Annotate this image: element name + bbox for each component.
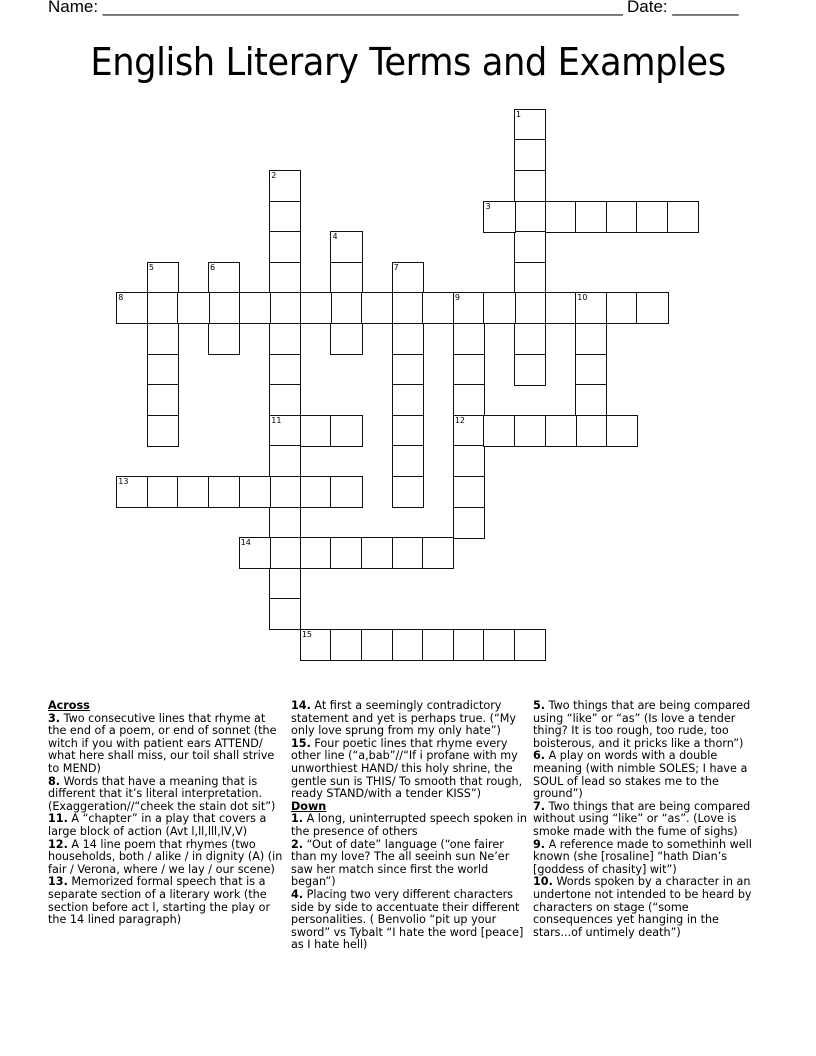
clue-number: 6. [533,749,546,763]
grid-cell[interactable] [483,415,515,447]
grid-cell[interactable] [330,415,362,447]
grid-cell[interactable] [514,231,546,263]
grid-cell[interactable] [575,201,607,233]
clue-number: 13. [48,875,68,889]
clue-across-14 [291,700,527,738]
grid-cell[interactable] [239,292,271,324]
cell-number: 8 [118,293,124,303]
grid-cell[interactable] [269,262,301,294]
grid-cell[interactable] [177,476,209,508]
grid-cell[interactable] [300,415,332,447]
grid-cell[interactable] [330,292,362,324]
grid-cell[interactable] [392,262,424,294]
grid-cell[interactable] [667,201,699,233]
down-heading: Down [291,799,327,813]
grid-cell[interactable] [330,476,362,508]
grid-cell[interactable] [392,445,424,477]
clue-across-3 [48,713,284,776]
grid-cell[interactable] [239,537,271,569]
grid-cell[interactable] [392,323,424,355]
clue-across-15 [291,738,527,801]
grid-cell[interactable] [514,170,546,202]
cell-number: 12 [454,415,466,425]
clue-text: A reference made to somethinh well known (she [rosaline] “hath Dian’s [goddess of chasity] wit”) [533,837,752,876]
clue-down-7 [533,801,769,839]
grid-cell[interactable] [269,292,301,324]
grid-cell[interactable] [208,323,240,355]
grid-cell[interactable] [636,201,668,233]
grid-cell[interactable] [300,292,332,324]
clue-number: 3. [48,711,61,725]
grid-cell[interactable] [361,292,393,324]
grid-cell[interactable] [514,354,546,386]
clue-number: 10. [533,875,553,889]
grid-cell[interactable] [392,629,424,661]
grid-cell[interactable] [606,415,638,447]
grid-cell[interactable] [147,323,179,355]
grid-cell[interactable] [392,537,424,569]
grid-cell[interactable] [300,629,332,661]
grid-cell[interactable] [147,415,179,447]
clue-text: A play on words with a double meaning (with nimble SOLES; I have a SOUL of lead so stakes me to the ground”) [533,749,748,801]
grid-cell[interactable] [453,476,485,508]
grid-cell[interactable] [514,629,546,661]
grid-cell[interactable] [147,384,179,416]
grid-cell[interactable] [392,415,424,447]
grid-cell[interactable] [269,568,301,600]
grid-cell[interactable] [330,323,362,355]
grid-cell[interactable] [208,262,240,294]
cell-number: 1 [516,109,522,119]
grid-cell[interactable] [514,292,546,324]
grid-cell[interactable] [483,629,515,661]
grid-cell[interactable] [269,384,301,416]
clue-number: 2. [291,837,304,851]
grid-cell[interactable] [514,201,546,233]
grid-cell[interactable] [269,201,301,233]
grid-cell[interactable] [453,445,485,477]
grid-cell[interactable] [330,262,362,294]
cell-number: 9 [454,293,460,303]
clue-number: 11. [48,812,68,826]
clue-number: 8. [48,774,61,788]
grid-cell[interactable] [269,445,301,477]
grid-cell[interactable] [392,476,424,508]
clue-across-8 [48,776,284,814]
cell-number: 13 [118,476,129,486]
grid-cell[interactable] [300,476,332,508]
clue-across-12 [48,839,284,877]
clue-text: Four poetic lines that rhyme every other line (“a,bab”//“If i profane with my unworthiest HAND/ this holy shrine, the gentle sun is THIS/ To smooth that rough, ready STAND/with a tender KISS”) [291,736,523,801]
clue-text: Words that have a meaning that is different that it’s literal interpretation. (Exaggeration//“cheek the stain dot sit”) [48,774,276,813]
clue-down-10 [533,876,769,939]
grid-cell[interactable] [453,629,485,661]
grid-cell[interactable] [269,507,301,539]
clue-down-9 [533,839,769,877]
grid-cell[interactable] [545,292,577,324]
grid-cell[interactable] [483,292,515,324]
clue-text: A “chapter” in a play that covers a large block of action (Avt l,ll,lll,lV,V) [48,812,267,838]
clue-text: At first a seemingly contradictory statement and yet is perhaps true. (“My only love sprung from my only hate”) [291,699,517,738]
date-label: Date: [627,0,673,16]
page-title: English Literary Terms and Examples [90,40,726,84]
grid-cell[interactable] [208,292,240,324]
grid-cell[interactable] [575,354,607,386]
clue-down-2 [291,839,527,889]
clue-number: 9. [533,837,546,851]
across-heading: Across [48,699,90,712]
grid-cell[interactable] [147,354,179,386]
grid-cell[interactable] [116,476,148,508]
grid-cell[interactable] [514,415,546,447]
clue-down-6 [533,750,769,800]
grid-cell[interactable] [361,629,393,661]
clues-column-3 [533,700,769,939]
grid-cell[interactable] [330,537,362,569]
cell-number: 5 [148,262,154,272]
clue-number: 1. [291,812,304,826]
grid-cell[interactable] [300,537,332,569]
grid-cell[interactable] [453,354,485,386]
grid-cell[interactable] [422,292,454,324]
clue-across-11 [48,813,284,838]
grid-cell[interactable] [269,170,301,202]
grid-cell[interactable] [545,201,577,233]
clue-down-4 [291,889,527,952]
clue-across-13 [48,876,284,926]
cell-number: 14 [240,538,251,548]
clues-column-1 [48,700,284,927]
grid-cell[interactable] [514,323,546,355]
grid-cell[interactable] [575,415,607,447]
grid-cell[interactable] [575,384,607,416]
grid-cell[interactable] [269,476,301,508]
grid-cell[interactable] [422,629,454,661]
grid-cell[interactable] [392,384,424,416]
cell-number: 3 [485,201,491,211]
clue-number: 7. [533,799,546,813]
grid-cell[interactable] [269,537,301,569]
grid-cell[interactable] [269,354,301,386]
clue-number: 15. [291,736,311,750]
grid-cell[interactable] [453,415,485,447]
cell-number: 11 [271,415,282,425]
grid-cell[interactable] [269,415,301,447]
grid-cell[interactable] [269,323,301,355]
clue-text: Words spoken by a character in an undertone not intended to be heard by characters on stage (“some consequences yet hanging in the stars...of untimely death”) [533,875,752,939]
cell-number: 7 [393,262,399,272]
grid-cell[interactable] [514,139,546,171]
clue-text: Two things that are being compared using “like” or “as” (Is love a tender thing? It is too rough, too rude, too boisterous, and it pricks like a thorn”) [533,699,751,750]
clue-number: 4. [291,887,304,901]
grid-cell[interactable] [147,292,179,324]
clue-down-5 [533,700,769,750]
cell-number: 2 [271,170,277,180]
grid-cell[interactable] [177,292,209,324]
grid-cell[interactable] [392,354,424,386]
cell-number: 15 [301,629,313,639]
grid-cell[interactable] [453,384,485,416]
grid-cell[interactable] [269,231,301,263]
clues-column-2 [291,700,527,952]
cell-number: 10 [577,293,588,303]
clue-number: 12. [48,837,68,851]
clue-text: Two things that are being compared without using “like” or “as”. (Love is smoke made with the fume of sighs) [533,799,751,838]
grid-cell[interactable] [575,323,607,355]
grid-cell[interactable] [239,476,271,508]
grid-cell[interactable] [208,476,240,508]
grid-cell[interactable] [545,415,577,447]
grid-cell[interactable] [453,292,485,324]
grid-cell[interactable] [422,537,454,569]
grid-cell[interactable] [483,201,515,233]
clue-text: Memorized formal speech that is a separate section of a literary work (the section before act l, starting the play or the 14 lined paragraph) [48,875,271,927]
cell-number: 6 [210,262,216,272]
clue-number: 14. [291,699,311,712]
grid-cell[interactable] [269,598,301,630]
cell-number: 4 [332,232,338,242]
name-label: Name: [48,0,103,16]
grid-cell[interactable] [514,109,546,141]
date-blank[interactable]: _______ [672,0,739,16]
clue-text: Two consecutive lines that rhyme at the end of a poem, or end of sonnet (the witch if you with patient ears ATTEND/ what here shall miss, our toil shall strive to MEND) [48,711,277,775]
clue-down-1 [291,813,527,838]
name-blank[interactable]: _______________________________________________________ [102,0,623,16]
clue-text: A long, uninterrupted speech spoken in the presence of others [291,812,527,838]
grid-cell[interactable] [147,476,179,508]
grid-cell[interactable] [453,323,485,355]
clue-text: A 14 line poem that rhymes (two households, both / alike / in dignity (A) (in fair / Verona, where / we lay / our scene) [48,837,283,876]
clue-text: Placing two very different characters side by side to accentuate their different personalities. ( Benvolio “pit up your sword” vs Tybalt “I hate the word [peace] as I hate hell) [291,887,524,952]
grid-cell[interactable] [116,292,148,324]
grid-cell[interactable] [361,537,393,569]
grid-cell[interactable] [575,292,607,324]
grid-cell[interactable] [453,507,485,539]
grid-cell[interactable] [330,629,362,661]
grid-cell[interactable] [514,262,546,294]
clue-number: 5. [533,699,546,712]
grid-cell[interactable] [330,231,362,263]
grid-cell[interactable] [636,292,668,324]
grid-cell[interactable] [392,292,424,324]
grid-cell[interactable] [147,262,179,294]
grid-cell[interactable] [606,292,638,324]
clue-text: “Out of date” language (“one fairer than my love? The all seeinh sun Ne’er saw her match since first the world began”) [291,837,510,889]
grid-cell[interactable] [606,201,638,233]
